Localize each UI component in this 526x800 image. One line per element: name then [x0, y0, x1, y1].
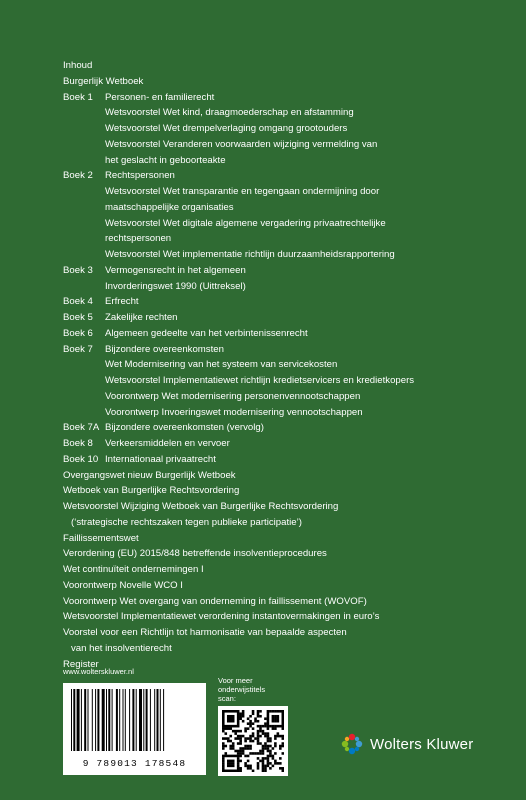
toc-entry	[63, 405, 503, 421]
qr-caption	[218, 676, 288, 703]
toc-entry-title: Wetsvoorstel Veranderen voorwaarden wijziging vermelding van	[105, 138, 378, 150]
toc-entry-title: (‘strategische rechtszaken tegen publieke participatie’)	[71, 516, 302, 528]
toc-entry-title: rechtspersonen	[105, 233, 172, 245]
toc-entry	[63, 247, 503, 263]
toc-book-label: Boek 3	[63, 264, 93, 276]
toc-entry-title: Personen- en familierecht	[105, 91, 215, 103]
barcode-bars	[69, 689, 200, 751]
toc-entry	[63, 357, 503, 373]
toc-entry-title: Voorstel voor een Richtlijn tot harmonisatie van bepaalde aspecten	[63, 627, 347, 638]
toc-book-label: Boek 2	[63, 170, 93, 182]
toc-entry-title: Wetsvoorstel Implementatiewet richtlijn kredietservicers en kredietkopers	[105, 375, 415, 386]
toc-entry-title: Algemeen gedeelte van het verbintenissenrecht	[105, 327, 308, 339]
toc-entry	[63, 389, 503, 405]
toc-entry-title: Wetsvoorstel Wet digitale algemene vergadering privaatrechtelijke	[105, 217, 386, 229]
toc-book-label	[63, 216, 105, 232]
toc-book-label	[63, 105, 105, 121]
toc-entry	[63, 546, 503, 562]
toc-book-label	[63, 279, 105, 295]
barcode	[63, 683, 206, 775]
toc-entry-title: Zakelijke rechten	[105, 312, 178, 323]
toc-entry-title: Internationaal privaatrecht	[105, 453, 216, 465]
toc-entry	[63, 531, 503, 547]
toc-entry-title: het geslacht in geboorteakte	[105, 154, 226, 166]
toc-entry	[63, 137, 503, 153]
toc-entry	[63, 58, 503, 74]
toc-book-label	[63, 357, 105, 373]
toc-entry-title: Erfrecht	[105, 296, 139, 308]
toc-entry	[63, 373, 503, 389]
toc-entry-title: Voorontwerp Wet modernisering personenvennootschappen	[105, 390, 361, 402]
toc-entry	[63, 562, 503, 578]
toc-entry	[63, 90, 503, 106]
table-of-contents	[63, 58, 503, 672]
toc-book-label: Boek 4	[63, 296, 93, 308]
toc-book-label	[63, 405, 105, 421]
qr-code[interactable]	[218, 706, 288, 776]
toc-entry-title: Register	[63, 658, 99, 670]
toc-entry-title: maatschappelijke organisaties	[105, 201, 234, 213]
toc-entry-title: Vermogensrecht in het algemeen	[105, 264, 246, 276]
toc-entry	[63, 279, 503, 295]
toc-entry-title: Wetsvoorstel Implementatiewet verordening instantovermakingen in euro’s	[63, 611, 380, 623]
toc-entry-title: Wetsvoorstel Wijziging Wetboek van Burgerlijke Rechtsvordering	[63, 501, 339, 512]
toc-entry-title: Wet continuïteit ondernemingen I	[63, 564, 204, 575]
toc-book-label	[63, 137, 105, 153]
wolters-kluwer-mark-icon	[340, 732, 364, 756]
toc-entry	[63, 641, 503, 657]
toc-entry-title: Overgangswet nieuw Burgerlijk Wetboek	[63, 469, 236, 481]
toc-book-label: Boek 6	[63, 327, 93, 339]
qr-caption-line3: scan:	[218, 694, 236, 703]
toc-entry-title: Verordening (EU) 2015/848 betreffende insolventieprocedures	[63, 548, 327, 560]
toc-book-label: Boek 7A	[63, 422, 100, 434]
toc-entry	[63, 168, 503, 184]
toc-entry	[63, 468, 503, 484]
toc-entry-title: Invorderingswet 1990 (Uittreksel)	[105, 280, 246, 292]
toc-book-label: Boek 5	[63, 312, 93, 323]
toc-entry	[63, 420, 503, 436]
toc-book-label: Boek 8	[63, 438, 93, 449]
toc-book-label: Boek 10	[63, 453, 99, 465]
toc-entry	[63, 452, 503, 468]
toc-book-label: Boek 1	[63, 91, 93, 103]
toc-entry	[63, 263, 503, 279]
toc-entry-title: Verkeersmiddelen en vervoer	[105, 438, 230, 449]
wolters-kluwer-logo	[340, 732, 473, 756]
toc-entry	[63, 609, 503, 625]
toc-entry	[63, 594, 503, 610]
toc-book-label	[63, 121, 105, 137]
toc-entry-title: Wet Modernisering van het systeem van servicekosten	[105, 359, 338, 371]
toc-entry	[63, 74, 503, 90]
toc-entry-title: van het insolventierecht	[71, 642, 172, 654]
qr-caption-line2: onderwijstitels	[218, 685, 266, 694]
toc-entry	[63, 200, 503, 216]
toc-entry	[63, 121, 503, 137]
toc-entry-title: Wetsvoorstel Wet drempelverlaging omgang grootouders	[105, 123, 348, 134]
toc-entry	[63, 216, 503, 232]
toc-entry-title: Wetsvoorstel Wet implementatie richtlijn duurzaamheidsrapportering	[105, 249, 395, 260]
brand-name: Wolters Kluwer	[370, 735, 474, 753]
toc-entry	[63, 436, 503, 452]
toc-entry	[63, 105, 503, 121]
toc-entry-title: Rechtspersonen	[105, 170, 175, 182]
toc-entry-title: Wetsvoorstel Wet kind, draagmoederschap en afstamming	[105, 107, 354, 119]
toc-book-label	[63, 184, 105, 200]
toc-entry	[63, 294, 503, 310]
toc-entry	[63, 153, 503, 169]
toc-entry	[63, 184, 503, 200]
toc-entry	[63, 231, 503, 247]
toc-entry-title: Voorontwerp Invoeringswet modernisering vennootschappen	[105, 406, 363, 418]
publisher-url: www.wolterskluwer.nl	[63, 667, 134, 676]
qr-caption-line1: Voor meer	[218, 676, 253, 685]
toc-entry-title: Bijzondere overeenkomsten (vervolg)	[105, 422, 264, 434]
qr-code-pattern	[222, 710, 284, 772]
toc-entry-title: Wetsvoorstel Wet transparantie en tegengaan ondermijning door	[105, 186, 380, 197]
toc-entry-title: Inhoud	[63, 60, 93, 71]
toc-entry-title: Voorontwerp Novelle WCO I	[63, 579, 183, 591]
toc-entry	[63, 515, 503, 531]
toc-entry	[63, 578, 503, 594]
toc-book-label	[63, 153, 105, 169]
toc-entry	[63, 326, 503, 342]
toc-book-label	[63, 373, 105, 389]
barcode-number: 9 789013 178548	[82, 758, 187, 769]
toc-entry	[63, 310, 503, 326]
toc-book-label	[63, 389, 105, 405]
toc-book-label	[63, 247, 105, 263]
toc-entry-title: Wetboek van Burgerlijke Rechtsvordering	[63, 485, 240, 497]
toc-book-label	[63, 200, 105, 216]
toc-entry-title: Faillissementswet	[63, 532, 139, 544]
toc-entry	[63, 483, 503, 499]
toc-entry-title: Voorontwerp Wet overgang van onderneming in faillissement (WOVOF)	[63, 595, 367, 607]
toc-book-label: Boek 7	[63, 343, 93, 355]
toc-entry	[63, 625, 503, 641]
toc-entry-title: Burgerlijk Wetboek	[63, 75, 144, 87]
toc-entry-title: Bijzondere overeenkomsten	[105, 343, 224, 355]
toc-entry	[63, 342, 503, 358]
toc-entry	[63, 499, 503, 515]
toc-book-label	[63, 231, 105, 247]
